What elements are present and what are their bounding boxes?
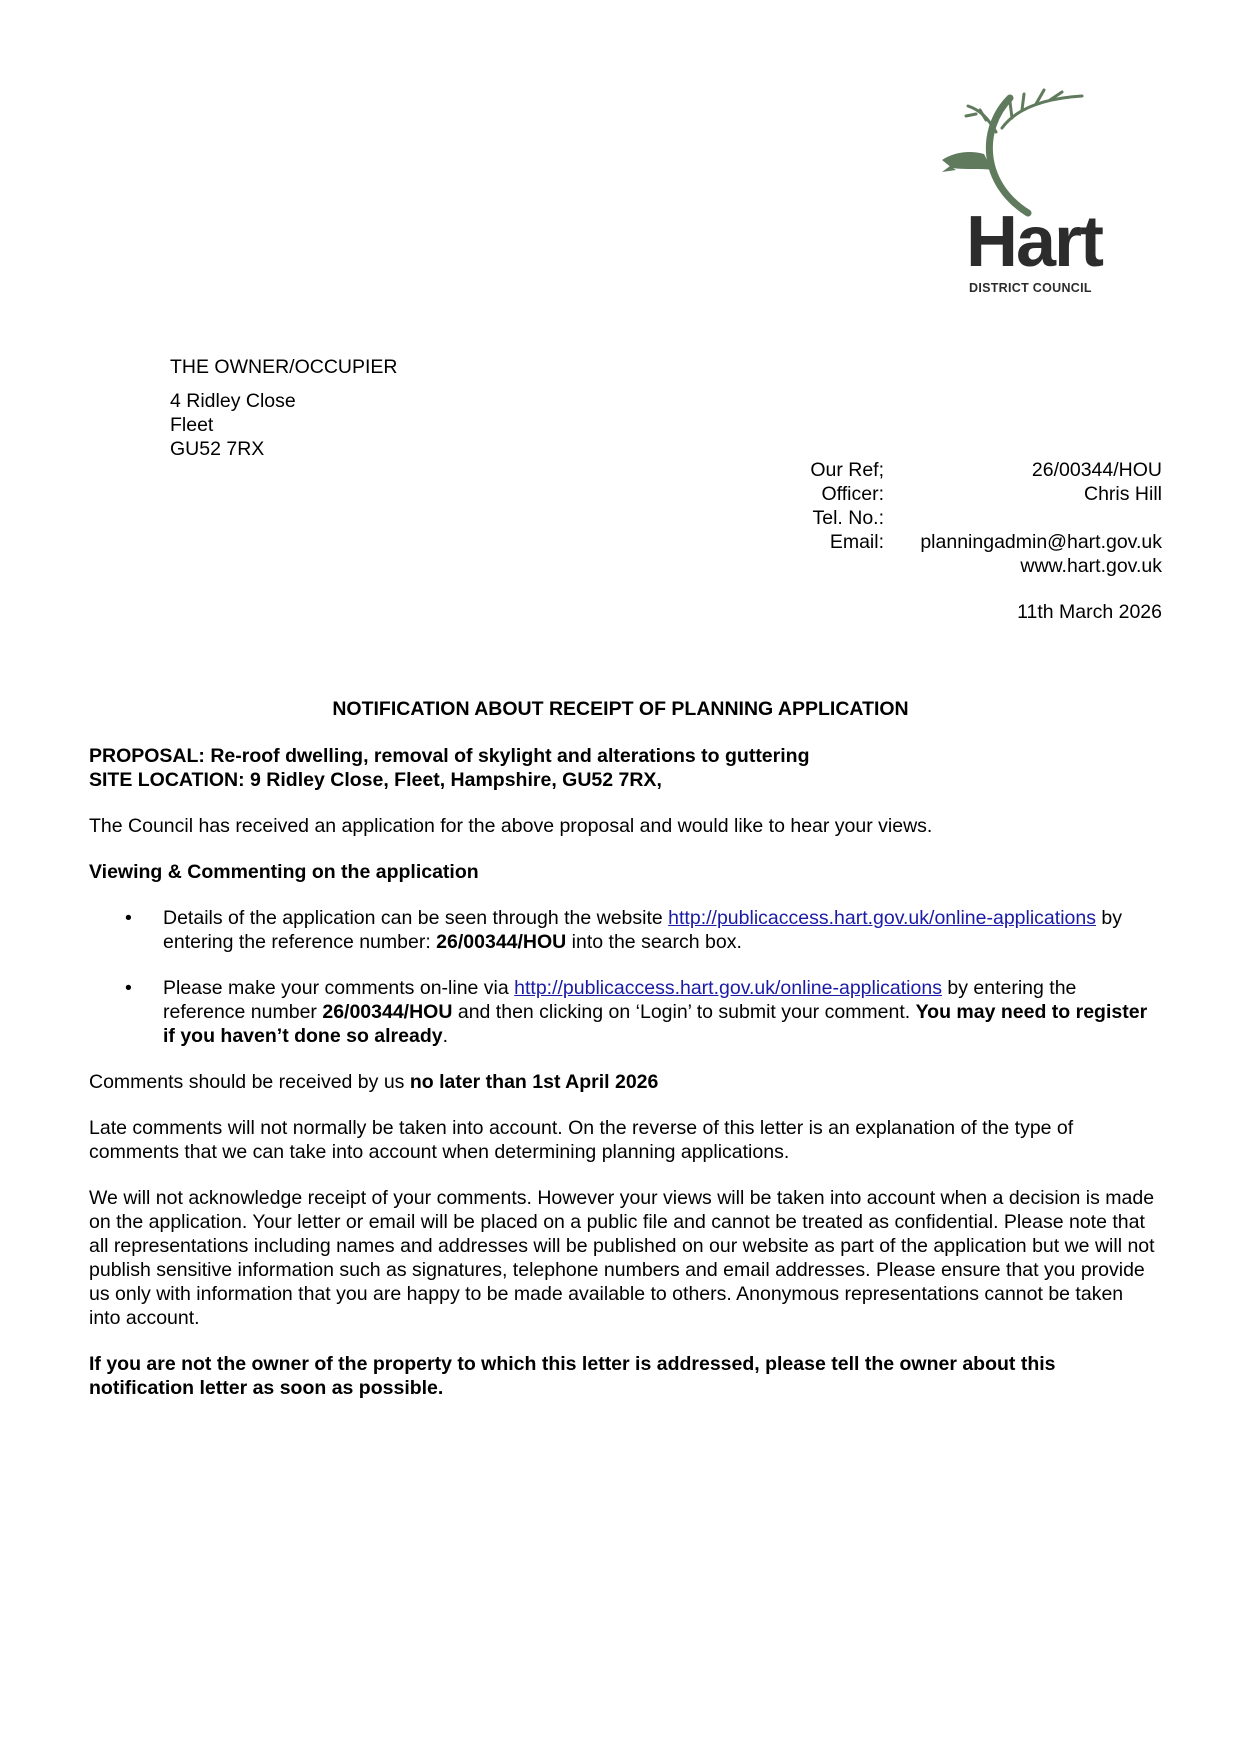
bullet1-ref: 26/00344/HOU	[436, 931, 567, 953]
bullet-icon: •	[125, 907, 132, 929]
officer-label: Officer:	[821, 483, 884, 505]
our-ref-label: Our Ref;	[810, 459, 884, 481]
bullet-item-details	[89, 906, 1159, 954]
website-text: www.hart.gov.uk	[1020, 555, 1162, 577]
recipient-address-block	[170, 355, 398, 461]
deadline-paragraph	[89, 1070, 1159, 1094]
ref-row-our-ref	[780, 458, 1162, 482]
letter-date: 11th March 2026	[1017, 601, 1162, 623]
bullet1-text-mid: by entering the reference number:	[163, 907, 1122, 953]
proposal-line: PROPOSAL: Re-roof dwelling, removal of skylight and alterations to guttering	[89, 745, 810, 767]
bullet-item-comments	[89, 976, 1159, 1048]
ref-row-email	[780, 530, 1162, 554]
officer-value: Chris Hill	[1084, 483, 1162, 505]
deadline-text: Comments should be received by us	[89, 1071, 410, 1093]
tel-value	[884, 506, 1162, 530]
letter-title: NOTIFICATION ABOUT RECEIPT OF PLANNING APPLICATION	[332, 698, 909, 720]
bullet2-text-mid: by entering the reference number	[163, 977, 1077, 1023]
email-value: planningadmin@hart.gov.uk	[920, 531, 1162, 553]
stag-head-icon	[940, 88, 1140, 218]
ref-row-officer	[780, 482, 1162, 506]
bullet2-ref: 26/00344/HOU	[322, 1001, 453, 1023]
deadline-date: no later than 1st April 2026	[409, 1071, 659, 1093]
email-label: Email:	[829, 531, 884, 553]
address-line-2: Fleet	[170, 414, 214, 436]
hart-logo	[940, 88, 1140, 298]
our-ref-value: 26/00344/HOU	[1031, 459, 1162, 481]
late-comments-paragraph: Late comments will not normally be taken into account. On the reverse of this letter is an explanation of the type of comments that we can take into account when determining planning applications.	[89, 1117, 1074, 1163]
bullet2-text-mid2: and then clicking on ‘Login’ to submit your comment.	[452, 1001, 916, 1023]
online-applications-link[interactable]: http://publicaccess.hart.gov.uk/online-applications	[514, 977, 942, 999]
bullet1-text-before: Details of the application can be seen through the website	[163, 907, 669, 929]
recipient-name: THE OWNER/OCCUPIER	[170, 356, 398, 378]
bullet2-text-before: Please make your comments on-line via	[163, 977, 515, 999]
reference-block	[780, 458, 1162, 624]
bullet1-text-after: into the search box.	[566, 931, 742, 953]
address-line-1: 4 Ridley Close	[170, 390, 296, 412]
acknowledge-paragraph: We will not acknowledge receipt of your comments. However your views will be taken into account when a decision is made on the application. Your letter or email will be placed on a public file and cannot be treated as confidential. Please note that all representations including names and addresses will be published on our website as part of the application but we will not publish sensitive information such as signatures, telephone numbers and email addresses. Please ensure that you provide us only with information that you are happy to be made available to others. Anonymous representations cannot be taken into account.	[89, 1187, 1155, 1329]
letter-body	[89, 744, 1159, 1400]
viewing-heading: Viewing & Commenting on the application	[89, 861, 479, 883]
logo-wordmark: Hart	[966, 202, 1103, 282]
bullet2-register-note: You may need to register if you haven’t done so already	[163, 1001, 1148, 1047]
ref-row-tel	[780, 506, 1162, 530]
owner-notice-paragraph: If you are not the owner of the property to which this letter is addressed, please tell the owner about this notification letter as soon as possible.	[89, 1353, 1056, 1399]
intro-paragraph: The Council has received an application for the above proposal and would like to hear your views.	[89, 815, 933, 837]
site-location-line: SITE LOCATION: 9 Ridley Close, Fleet, Hampshire, GU52 7RX,	[89, 769, 662, 791]
publicaccess-link[interactable]: http://publicaccess.hart.gov.uk/online-applications	[668, 907, 1096, 929]
tel-label: Tel. No.:	[812, 507, 884, 529]
bullet2-end: .	[442, 1025, 448, 1047]
bullet-icon: •	[125, 977, 132, 999]
address-line-3: GU52 7RX	[170, 438, 265, 460]
logo-subtitle: DISTRICT COUNCIL	[969, 281, 1092, 295]
